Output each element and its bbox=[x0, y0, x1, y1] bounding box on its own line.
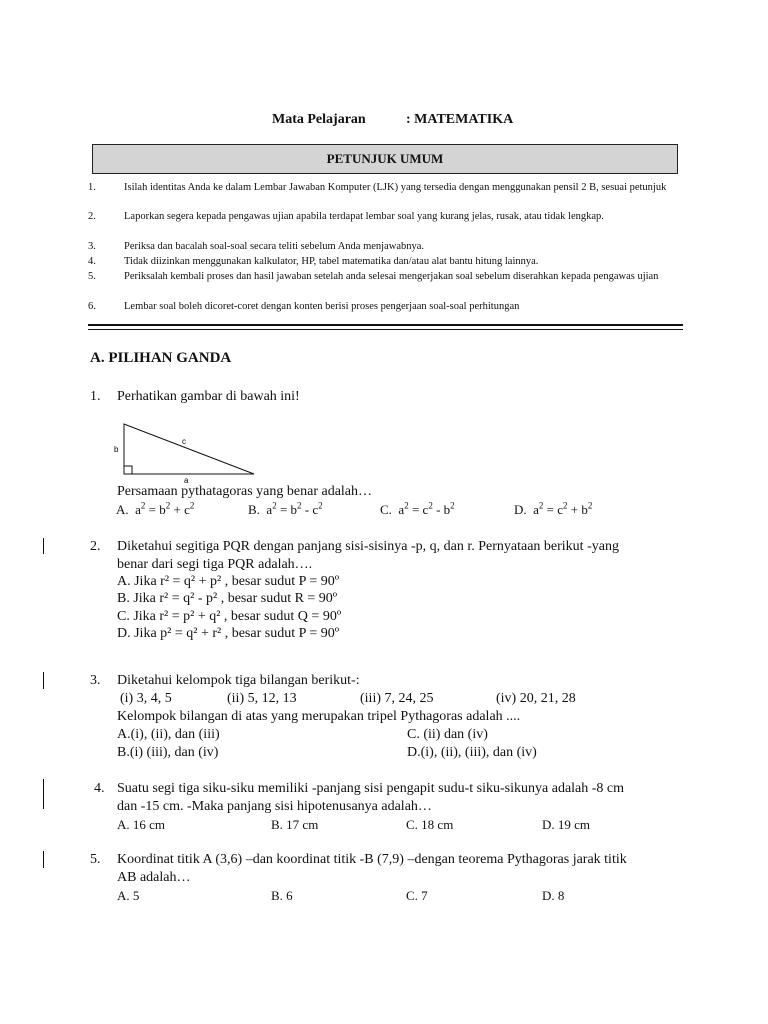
right-triangle-figure bbox=[112, 420, 260, 484]
question-number: 5. bbox=[90, 852, 101, 867]
revision-mark bbox=[43, 672, 44, 689]
option-c: C. Jika r² = p² + q² , besar sudut Q = 90º bbox=[117, 609, 342, 624]
instruction-number: 1. bbox=[88, 182, 96, 193]
option-c: C. 18 cm bbox=[406, 817, 454, 832]
question-number: 2. bbox=[90, 539, 101, 554]
option-a: A. 5 bbox=[117, 888, 140, 903]
divider-thick bbox=[88, 324, 683, 326]
option-b: B. 6 bbox=[271, 888, 293, 903]
instruction-text: Lembar soal boleh dicoret-coret dengan konten berisi proses pengerjaan soal-soal perhitungan bbox=[124, 301, 520, 312]
option-a: A. Jika r² = q² + p² , besar sudut P = 90º bbox=[117, 574, 340, 589]
instruction-number: 4. bbox=[88, 256, 96, 267]
instruction-text: Laporkan segera kepada pengawas ujian apabila terdapat lembar soal yang kurang jelas, rusak, atau tidak lengkap. bbox=[124, 211, 604, 222]
instructions-title: PETUNJUK UMUM bbox=[326, 151, 444, 166]
option-b: B. Jika r² = q² - p² , besar sudut R = 90º bbox=[117, 591, 338, 606]
side-label-b: b bbox=[114, 445, 119, 454]
instruction-text: Isilah identitas Anda ke dalam Lembar Jawaban Komputer (LJK) yang tersedia dengan menggunakan pensil 2 B, sesuai petunjuk bbox=[124, 182, 667, 193]
number-group: (iii) 7, 24, 25 bbox=[360, 691, 434, 706]
question-text: Kelompok bilangan di atas yang merupakan tripel Pythagoras adalah .... bbox=[117, 709, 521, 724]
divider-thin bbox=[88, 329, 683, 330]
revision-mark bbox=[43, 851, 44, 868]
question-text: AB adalah… bbox=[117, 870, 191, 885]
instruction-number: 6. bbox=[88, 301, 96, 312]
question-text: benar dari segi tiga PQR adalah…. bbox=[117, 557, 313, 572]
question-text: Suatu segi tiga siku-siku memiliki -panjang sisi pengapit sudu-t siku-sikunya adalah -8 cm bbox=[117, 781, 625, 796]
option-a: A. $a^2 = b^2 + c^2$ bbox=[116, 500, 195, 517]
number-group: (i) 3, 4, 5 bbox=[120, 691, 172, 706]
option-c: C. (ii) dan (iv) bbox=[407, 727, 488, 742]
option-d: D. 8 bbox=[542, 888, 565, 903]
option-a: A.(i), (ii), dan (iii) bbox=[117, 727, 220, 742]
subject-label: Mata Pelajaran bbox=[272, 112, 366, 127]
option-b: B.(i) (iii), dan (iv) bbox=[117, 745, 219, 760]
option-b: B. 17 cm bbox=[271, 817, 319, 832]
instruction-item bbox=[88, 301, 683, 313]
question-text: Perhatikan gambar di bawah ini! bbox=[117, 389, 300, 404]
instructions-title-box bbox=[92, 144, 678, 174]
option-d: D.(i), (ii), (iii), dan (iv) bbox=[407, 745, 537, 760]
question-number: 1. bbox=[90, 389, 101, 404]
number-group: (iv) 20, 21, 28 bbox=[496, 691, 576, 706]
question-text: Persamaan pythatagoras yang benar adalah… bbox=[117, 484, 373, 499]
revision-mark bbox=[43, 779, 44, 809]
right-angle-mark bbox=[124, 466, 132, 474]
triangle-shape bbox=[124, 424, 254, 474]
subject-value: : MATEMATIKA bbox=[406, 112, 514, 127]
instruction-text: Periksa dan bacalah soal-soal secara teliti sebelum Anda menjawabnya. bbox=[124, 241, 425, 252]
instruction-item bbox=[88, 241, 683, 253]
revision-mark bbox=[43, 538, 44, 554]
question-text: Diketahui segitiga PQR dengan panjang sisi-sisinya -p, q, dan r. Pernyataan berikut -yang bbox=[117, 539, 619, 554]
question-text: dan -15 cm. -Maka panjang sisi hipotenusanya adalah… bbox=[117, 799, 432, 814]
question-number: 3. bbox=[90, 673, 101, 688]
side-label-c: c bbox=[182, 437, 186, 446]
option-d: D. Jika p² = q² + r² , besar sudut P = 90º bbox=[117, 626, 340, 641]
side-label-a: a bbox=[184, 476, 189, 484]
option-d: D. 19 cm bbox=[542, 817, 591, 832]
question-number: 4. bbox=[94, 781, 105, 796]
question-text: Koordinat titik A (3,6) –dan koordinat titik -B (7,9) –dengan teorema Pythagoras jarak titik bbox=[117, 852, 627, 867]
section-title: A. PILIHAN GANDA bbox=[90, 350, 232, 366]
option-c: C. 7 bbox=[406, 888, 428, 903]
instruction-item bbox=[88, 211, 683, 235]
option-d: D. $a^2 = c^2 + b^2$ bbox=[514, 500, 593, 517]
option-b: B. $a^2 = b^2 - c^2$ bbox=[248, 500, 323, 517]
instruction-item bbox=[88, 256, 683, 268]
instruction-item bbox=[88, 271, 683, 295]
instruction-text: Periksalah kembali proses dan hasil jawaban setelah anda selesai mengerjakan soal sebelum diserahkan kepada pengawas ujian bbox=[124, 271, 659, 282]
option-a: A. 16 cm bbox=[117, 817, 166, 832]
number-group: (ii) 5, 12, 13 bbox=[227, 691, 297, 706]
instruction-number: 2. bbox=[88, 211, 96, 222]
question-text: Diketahui kelompok tiga bilangan berikut-: bbox=[117, 673, 360, 688]
instruction-number: 5. bbox=[88, 271, 96, 282]
option-c: C. $a^2 = c^2 - b^2$ bbox=[380, 500, 455, 517]
instruction-item bbox=[88, 182, 683, 206]
instruction-number: 3. bbox=[88, 241, 96, 252]
instruction-text: Tidak diizinkan menggunakan kalkulator, HP, tabel matematika dan/atau alat bantu hitung lainnya. bbox=[124, 256, 539, 267]
